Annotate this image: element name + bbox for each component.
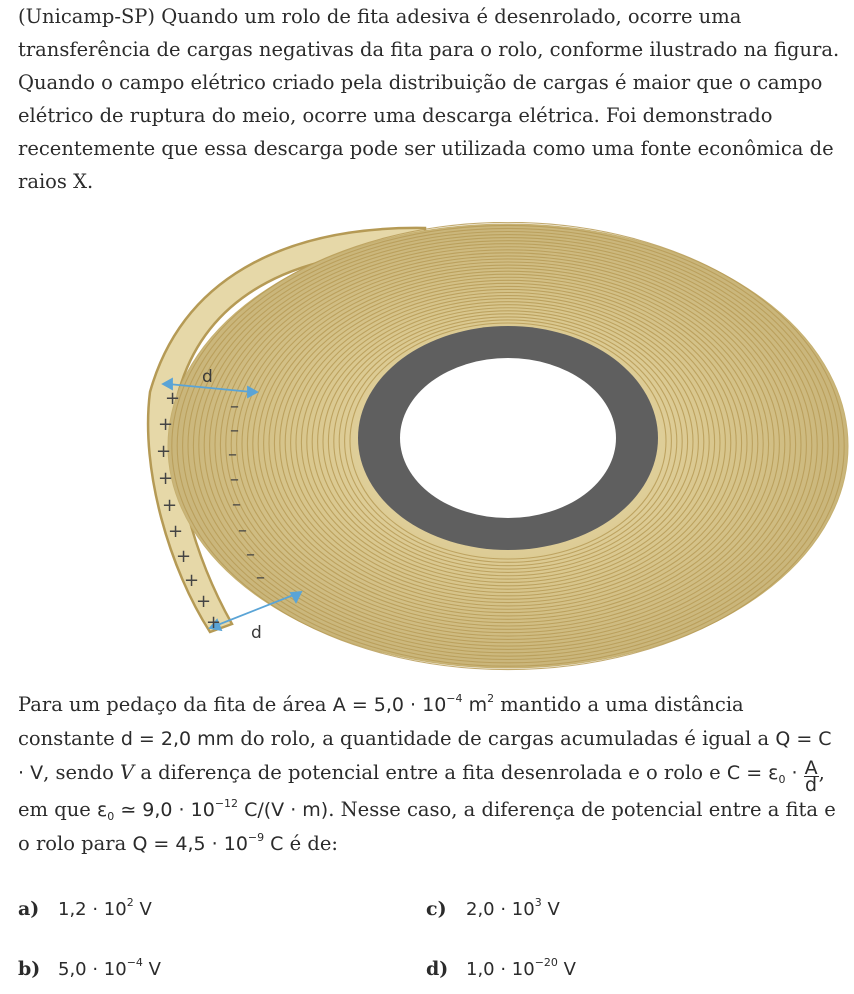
- plus-sign: +: [168, 521, 184, 542]
- distance-label-top: d: [202, 367, 213, 387]
- option-c[interactable]: c) $2,0 \cdot 10^3$ V: [426, 896, 560, 920]
- roll-hole: [400, 358, 616, 518]
- charge-value-expression: $Q = 4,5 \cdot 10^{-9}$ C: [132, 831, 284, 855]
- tape-roll: [168, 222, 848, 669]
- text-p6: , em que: [18, 761, 825, 821]
- area-expression: $A = 5,0 \cdot 10^{-4}$ $m^2$: [332, 692, 495, 716]
- minus-sign: –: [230, 396, 239, 417]
- minus-sign: –: [230, 469, 239, 490]
- option-d[interactable]: d) $1,0 \cdot 10^{-20}$ V: [426, 956, 576, 980]
- plus-sign: +: [165, 388, 181, 409]
- area-over-distance-fraction: $\frac{A}{d}$: [804, 757, 818, 796]
- tape-roll-illustration: [0, 222, 854, 672]
- text-p5: a diferença de potencial entre a fita desenrolada e o rolo e: [140, 761, 721, 784]
- text-p7: . Nesse caso, a diferença de potencial entre a fita e o rolo para: [18, 798, 836, 855]
- option-a-value: $1,2 \cdot 10^2$ V: [58, 896, 152, 920]
- question-intro: (Unicamp-SP) Quando um rolo de fita adesiva é desenrolado, ocorre uma transferência de cargas negativas da fita para o rolo, conforme ilustrado na figura. Quando o campo elétrico criado pela distribuição de cargas é maior que o campo elétrico de ruptura do meio, ocorre uma descarga elétrica. Foi demonstrado recentemente que essa descarga pode ser utilizada como uma fonte econômica de raios X.: [18, 5, 840, 193]
- distance-expression: d = 2,0 mm: [120, 728, 235, 750]
- plus-sign: +: [196, 591, 212, 612]
- option-d-value: $1,0 \cdot 10^{-20}$ V: [466, 956, 576, 980]
- minus-sign: –: [246, 544, 255, 565]
- text-p2: mantido a uma distância constante: [18, 693, 744, 750]
- minus-sign: –: [256, 567, 265, 588]
- text-p3: do rolo, a quantidade de cargas acumuladas é igual a: [240, 727, 770, 750]
- option-b-value: $5,0 \cdot 10^{-4}$ V: [58, 956, 161, 980]
- tape-roll-figure: [0, 222, 854, 672]
- minus-sign: –: [230, 420, 239, 441]
- capacitance-expression: $C = \varepsilon_0$ · $\frac{A}{d}$: [726, 757, 818, 796]
- distance-label-bottom: d: [251, 623, 262, 643]
- plus-sign: +: [206, 612, 222, 633]
- minus-sign: –: [228, 444, 237, 465]
- problem-statement: [18, 688, 840, 861]
- plus-sign: +: [156, 441, 172, 462]
- option-a[interactable]: a) $1,2 \cdot 10^2$ V: [18, 896, 152, 920]
- minus-sign: –: [232, 494, 241, 515]
- text-p4: , sendo: [43, 761, 114, 784]
- plus-sign: +: [158, 468, 174, 489]
- charge-expression: Q = C · V: [18, 728, 832, 784]
- plus-sign: +: [176, 546, 192, 567]
- permittivity-expression: $\varepsilon_0$ ≃ $9,0 \cdot 10^{-12}$ C/(V · m): [97, 797, 329, 823]
- plus-sign: +: [184, 570, 200, 591]
- text-p8: é de:: [289, 832, 338, 855]
- voltage-variable: V: [120, 761, 135, 784]
- minus-sign: –: [238, 520, 247, 541]
- plus-sign: +: [158, 414, 174, 435]
- option-c-value: $2,0 \cdot 10^3$ V: [466, 896, 560, 920]
- plus-sign: +: [162, 495, 178, 516]
- text-p1: Para um pedaço da fita de área: [18, 693, 327, 716]
- option-b[interactable]: b) $5,0 \cdot 10^{-4}$ V: [18, 956, 161, 980]
